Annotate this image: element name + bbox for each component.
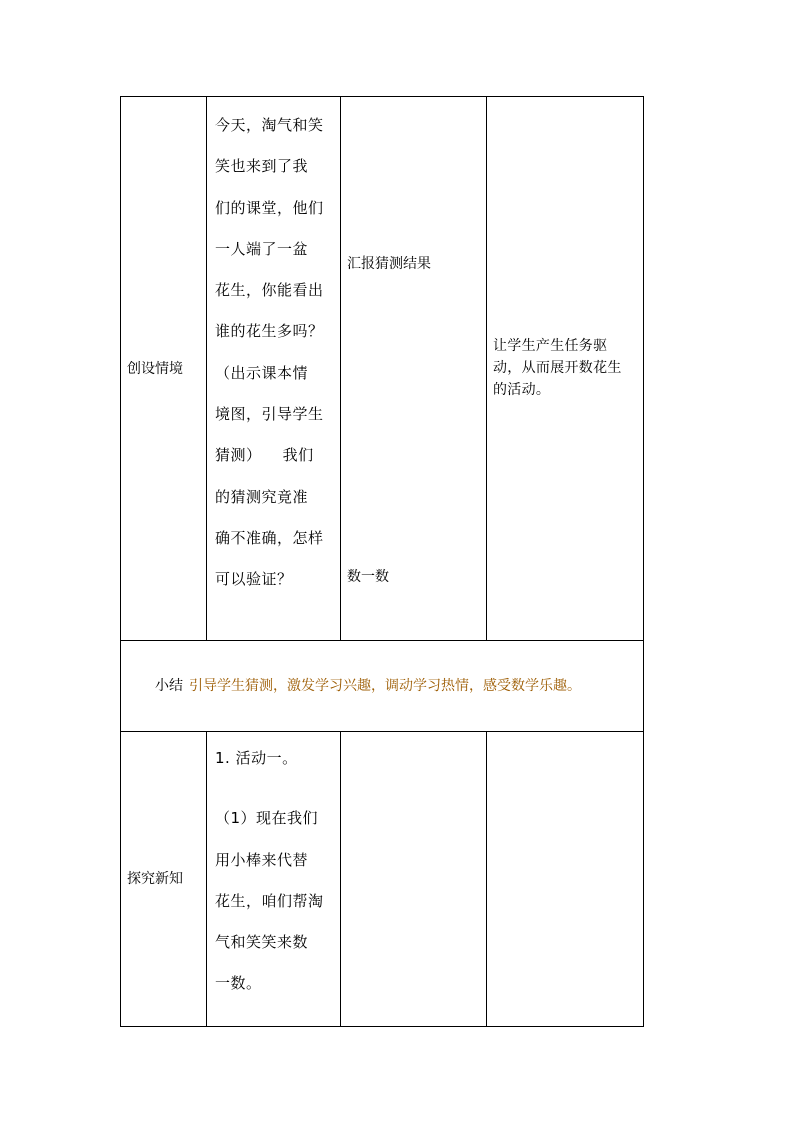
teacher-line: 花生，你能看出: [215, 281, 324, 300]
teacher-line: 可以验证？: [215, 570, 293, 589]
intent-line: 动，从而展开数花生: [493, 360, 622, 376]
teacher-line: （出示课本情: [215, 363, 309, 382]
design-intent-cell: [487, 97, 644, 641]
summary-text: 引导学生猜测，激发学习兴趣，调动学习热情，感受数学乐趣。: [189, 678, 581, 694]
design-intent-text: [493, 335, 639, 401]
lesson-plan-table: [120, 96, 644, 1027]
teacher-line: 笑也来到了我: [215, 157, 309, 176]
student-activity-cell: [341, 732, 487, 1027]
summary: [121, 676, 643, 696]
stage-label-create-situation: 创设情境: [127, 361, 183, 377]
teacher-activity-cell: [207, 732, 341, 1027]
summary-cell: [121, 641, 644, 732]
teacher-line: 们的课堂，他们: [215, 198, 324, 217]
teacher-line: 境图，引导学生: [215, 405, 324, 424]
stage-label-explore: 探究新知: [127, 871, 183, 887]
teacher-line: 一人端了一盆: [215, 239, 309, 258]
teacher-activity-text: [207, 97, 340, 601]
teacher-activity-cell: [207, 97, 341, 641]
design-intent-cell: [487, 732, 644, 1027]
teacher-line: 气和笑笑来数: [215, 933, 309, 952]
teacher-line: （1）现在我们: [215, 809, 319, 828]
summary-label: 小结: [155, 678, 183, 694]
teacher-line: 一数。: [215, 974, 262, 993]
teacher-line: 用小棒来代替: [215, 850, 309, 869]
teacher-line: 花生，咱们帮淘: [215, 891, 324, 910]
stage-cell: [121, 732, 207, 1027]
activity-title: 1. 活动一。: [215, 749, 298, 767]
teacher-line: 猜测） 我们: [215, 446, 314, 465]
student-activity-report: 汇报猜测结果: [347, 256, 431, 272]
teacher-line: 今天，淘气和笑: [215, 116, 324, 134]
table-row-summary: [121, 641, 644, 732]
explore-activity-text: [207, 732, 340, 1005]
teacher-line: 谁的花生多吗？: [215, 322, 324, 341]
table-row-explore: [121, 732, 644, 1027]
teacher-line: 的猜测究竟准: [215, 487, 309, 506]
teacher-line: 确不准确，怎样: [215, 528, 324, 547]
spacer: [215, 779, 337, 798]
student-activity-cell: [341, 97, 487, 641]
stage-cell: [121, 97, 207, 641]
student-activity-count: 数一数: [347, 569, 389, 585]
table-row-create-situation: [121, 97, 644, 641]
intent-line: 让学生产生任务驱: [493, 338, 608, 354]
intent-line: 的活动。: [493, 382, 551, 398]
